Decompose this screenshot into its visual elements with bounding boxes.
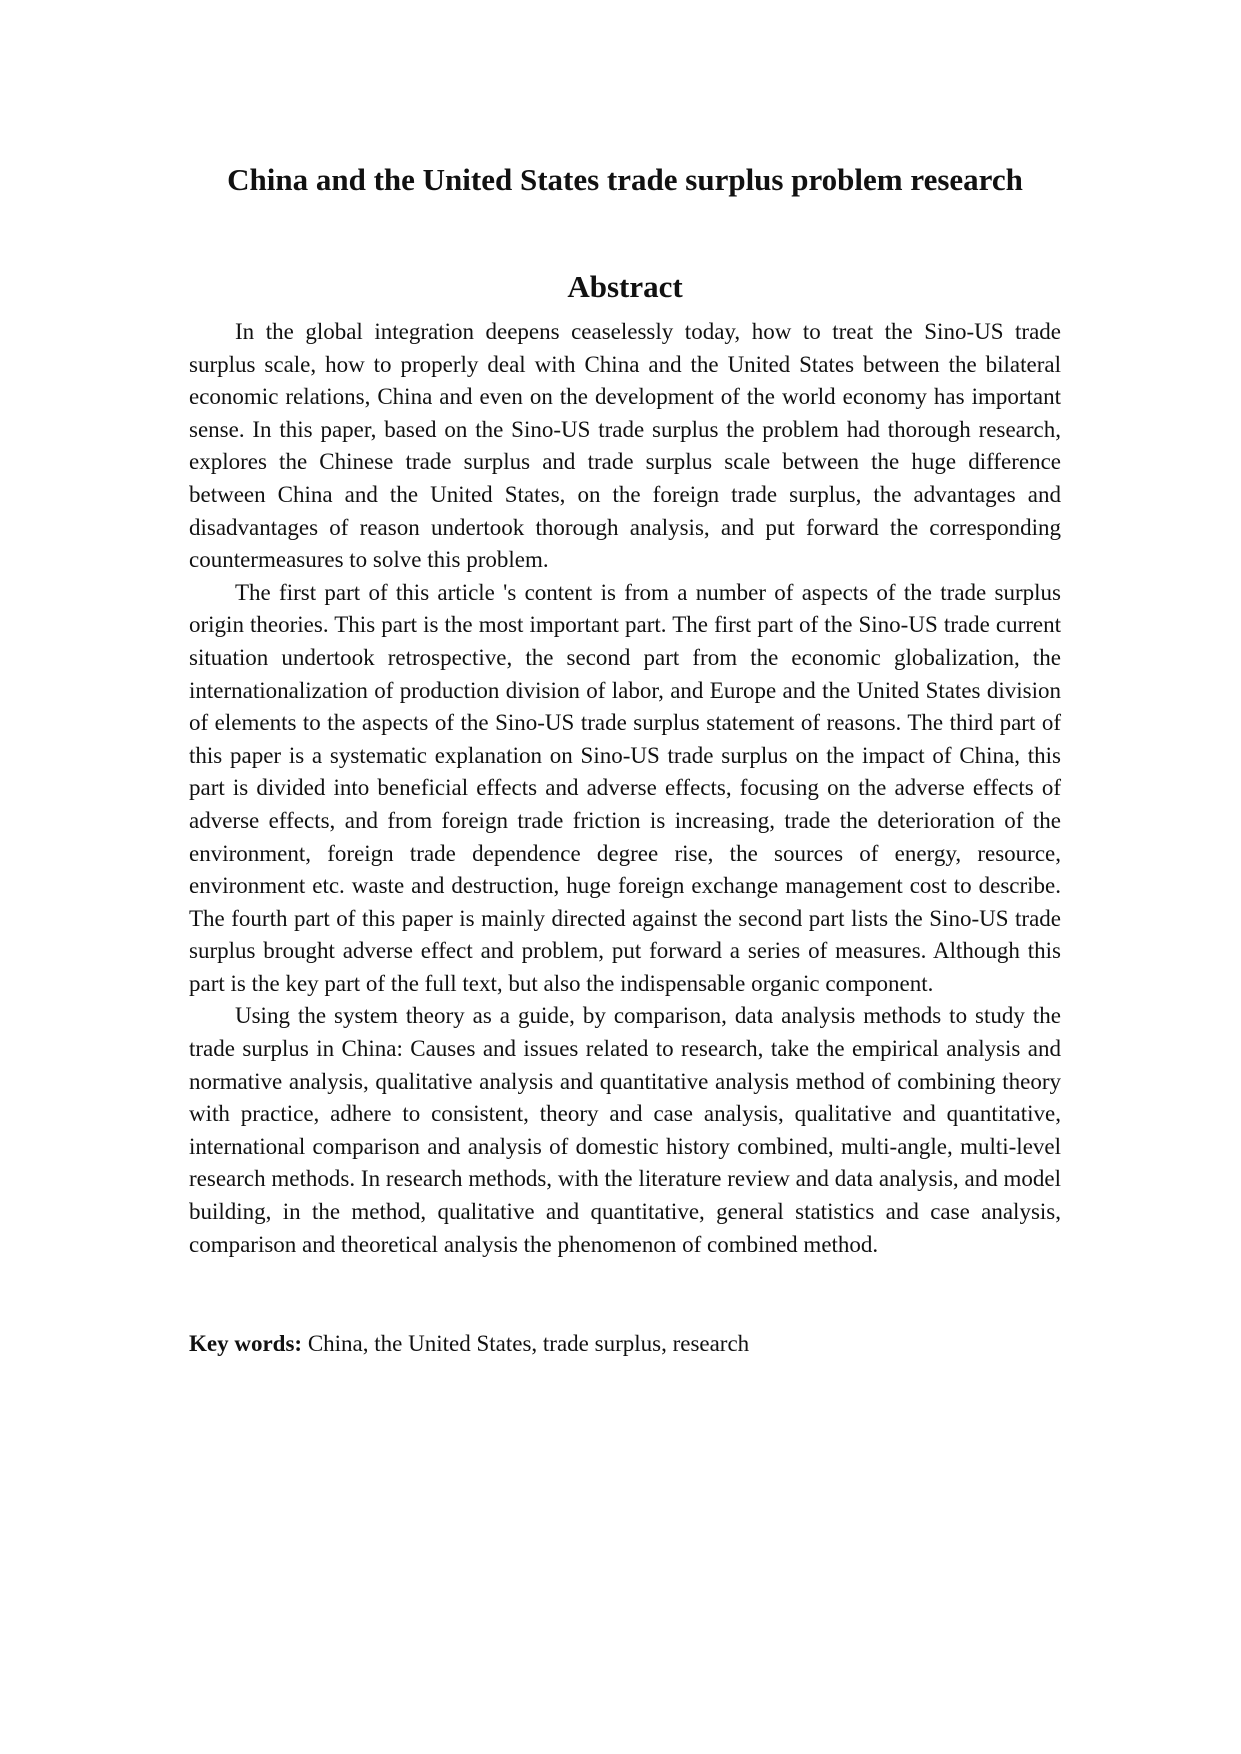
- page-content: [189, 160, 1061, 1360]
- abstract-body: [189, 316, 1061, 1261]
- abstract-paragraph-2: The first part of this article 's content is from a number of aspects of the trade surplus origin theories. This part is the most important part. The first part of the Sino-US trade current situation undertook retrospective, the second part from the economic globalization, the internationalization of production division of labor, and Europe and the United States division of elements to the aspects of the Sino-US trade surplus statement of reasons. The third part of this paper is a systematic explanation on Sino-US trade surplus on the impact of China, this part is divided into beneficial effects and adverse effects, focusing on the adverse effects of adverse effects, and from foreign trade friction is increasing, trade the deterioration of the environment, foreign trade dependence degree rise, the sources of energy, resource, environment etc. waste and destruction, huge foreign exchange management cost to describe. The fourth part of this paper is mainly directed against the second part lists the Sino-US trade surplus brought adverse effect and problem, put forward a series of measures. Although this part is the key part of the full text, but also the indispensable organic component.: [189, 579, 1061, 996]
- abstract-paragraph-1: In the global integration deepens ceaselessly today, how to treat the Sino-US trade surplus scale, how to properly deal with China and the United States between the bilateral economic relations, China and even on the development of the world economy has important sense. In this paper, based on the Sino-US trade surplus the problem had thorough research, explores the Chinese trade surplus and trade surplus scale between the huge difference between China and the United States, on the foreign trade surplus, the advantages and disadvantages of reason undertook thorough analysis, and put forward the corresponding countermeasures to solve this problem.: [189, 319, 1061, 573]
- document-title: China and the United States trade surplus problem research: [227, 162, 1023, 197]
- keywords-text: China, the United States, trade surplus, research: [302, 1331, 750, 1357]
- keywords-label: Key words:: [189, 1331, 303, 1357]
- abstract-heading: Abstract: [567, 269, 683, 304]
- abstract-paragraph-3: Using the system theory as a guide, by comparison, data analysis methods to study the trade surplus in China: Causes and issues related to research, take the empirical analysis and normative analysis, qualitative analysis and quantitative analysis method of combining theory with practice, adhere to consistent, theory and case analysis, qualitative and quantitative, international comparison and analysis of domestic history combined, multi-angle, multi-level research methods. In research methods, with the literature review and data analysis, and model building, in the method, qualitative and quantitative, general statistics and case analysis, comparison and theoretical analysis the phenomenon of combined method.: [189, 1003, 1061, 1257]
- keywords-line: [189, 1328, 1061, 1360]
